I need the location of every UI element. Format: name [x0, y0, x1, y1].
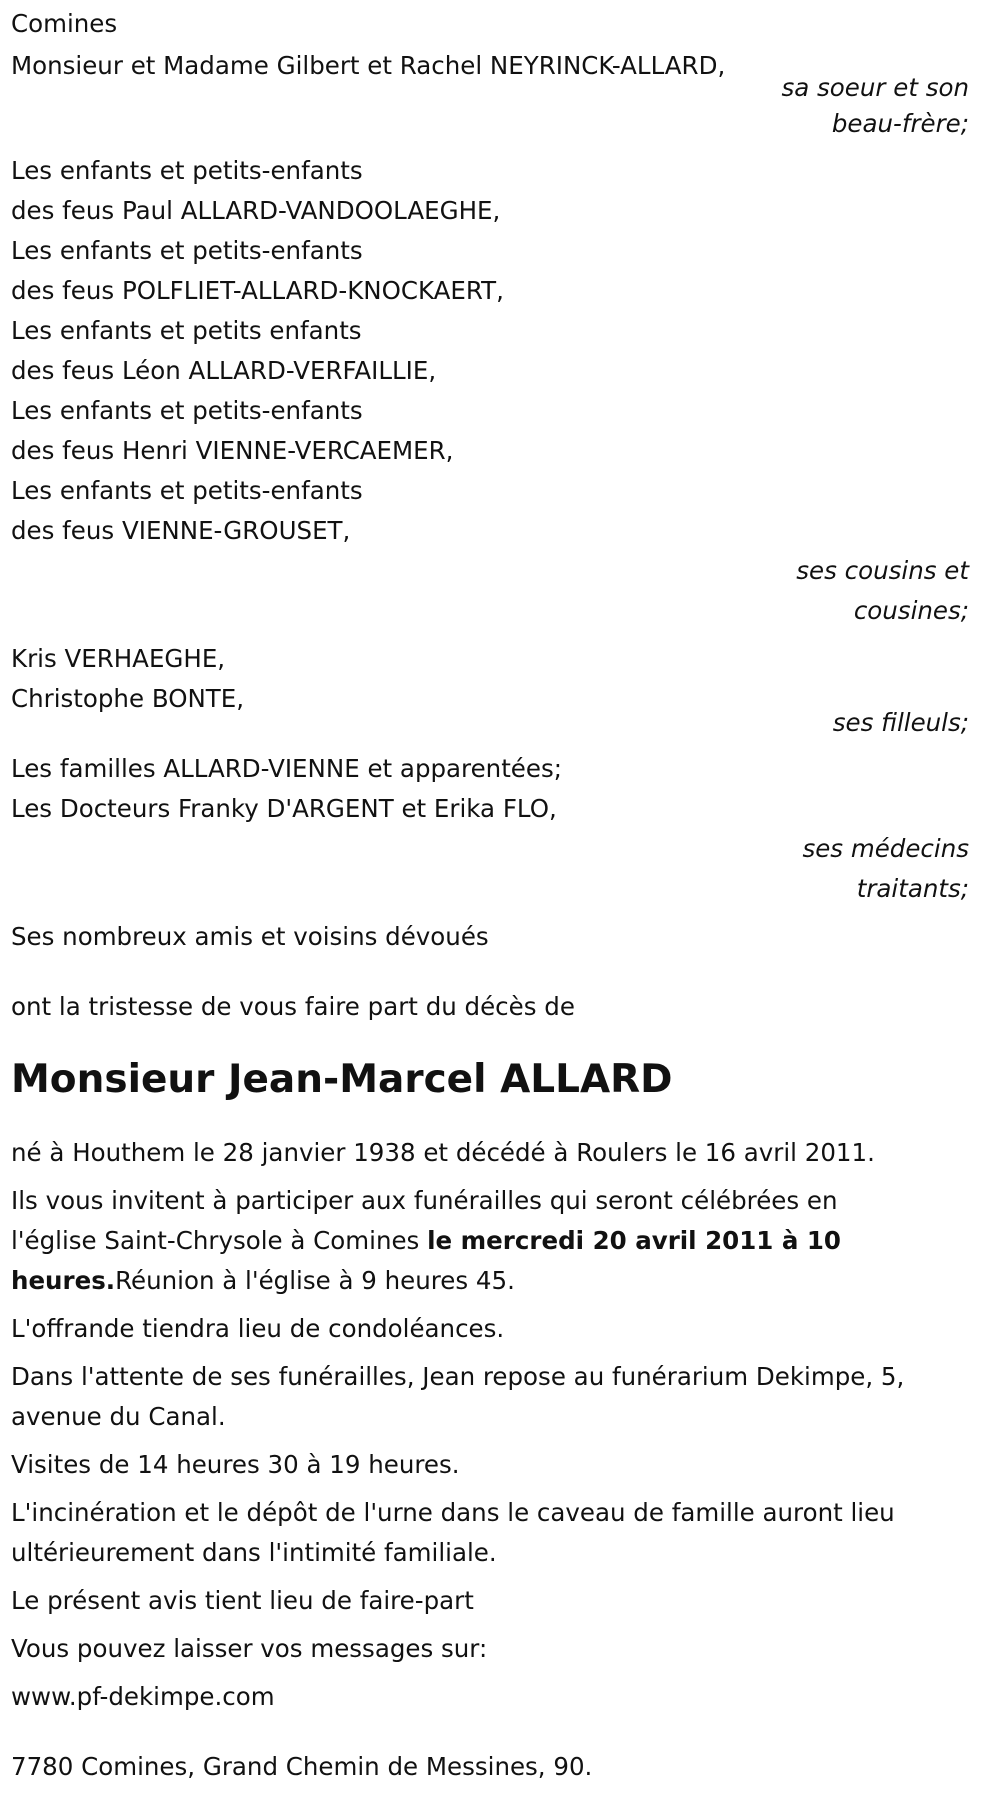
- repose-line-1: Dans l'attente de ses funérailles, Jean repose au funérarium Dekimpe, 5,: [11, 1362, 905, 1391]
- family-line: Les enfants et petits-enfants: [11, 476, 363, 505]
- family-line: des feus Paul ALLARD-VANDOOLAEGHE,: [11, 196, 501, 225]
- family-line: Christophe BONTE,: [11, 684, 245, 713]
- relation-label: traitants;: [856, 874, 969, 903]
- funeral-date-bold: le mercredi 20 avril 2011 à 10: [427, 1226, 841, 1255]
- cremation-details: [11, 1493, 990, 1573]
- relation-label: cousines;: [853, 596, 969, 625]
- offering-text: L'offrande tiendra lieu de condoléances.: [11, 1314, 505, 1343]
- family-line: Les enfants et petits-enfants: [11, 396, 363, 425]
- relation-label: sa soeur et son: [781, 73, 969, 102]
- address-text: 7780 Comines, Grand Chemin de Messines, 90.: [11, 1752, 593, 1781]
- funeral-line-2: [11, 1221, 990, 1261]
- funeral-line-3: [11, 1261, 990, 1301]
- funeral-line-1: Ils vous invitent à participer aux funérailles qui seront célébrées en: [11, 1186, 838, 1215]
- family-line: Monsieur et Madame Gilbert et Rachel NEYRINCK-ALLARD,: [11, 51, 726, 80]
- messages-prompt: [11, 1629, 990, 1669]
- friends-line: Ses nombreux amis et voisins dévoués: [11, 922, 489, 951]
- family-group-cousins: [11, 151, 969, 631]
- funeral-details: [11, 1181, 990, 1301]
- visits-text: Visites de 14 heures 30 à 19 heures.: [11, 1450, 460, 1479]
- website: [11, 1677, 990, 1717]
- notice-statement: [11, 1581, 990, 1621]
- family-line: des feus POLFLIET-ALLARD-KNOCKAERT,: [11, 276, 504, 305]
- birth-death-text: né à Houthem le 28 janvier 1938 et décédé à Roulers le 16 avril 2011.: [11, 1138, 875, 1167]
- family-group-sister: [11, 46, 969, 142]
- announcement: ont la tristesse de vous faire part du décès de: [11, 992, 575, 1021]
- repose-line-2: avenue du Canal.: [11, 1402, 226, 1431]
- birth-death-dates: [11, 1133, 990, 1173]
- family-line: Les Docteurs Franky D'ARGENT et Erika FLO,: [11, 794, 557, 823]
- location: Comines: [11, 9, 118, 38]
- offering: [11, 1309, 990, 1349]
- cremation-line-2: ultérieurement dans l'intimité familiale.: [11, 1538, 497, 1567]
- family-line: Les enfants et petits enfants: [11, 316, 362, 345]
- notice-body: [11, 1133, 990, 1787]
- funeral-time-bold: heures.: [11, 1266, 116, 1295]
- family-line: des feus Léon ALLARD-VERFAILLIE,: [11, 356, 437, 385]
- website-link[interactable]: www.pf-dekimpe.com: [11, 1682, 275, 1711]
- deceased-name: Monsieur Jean-Marcel ALLARD: [11, 1057, 673, 1102]
- family-line: des feus Henri VIENNE-VERCAEMER,: [11, 436, 454, 465]
- family-group-godchildren: [11, 639, 969, 743]
- visits: [11, 1445, 990, 1485]
- relation-label: ses médecins: [802, 834, 969, 863]
- address: [11, 1747, 990, 1787]
- relation-label: beau-frère;: [831, 109, 969, 138]
- family-line: Les familles ALLARD-VIENNE et apparentées;: [11, 754, 562, 783]
- family-line: Kris VERHAEGHE,: [11, 644, 226, 673]
- family-group-doctors: [11, 749, 969, 909]
- repose-details: [11, 1357, 990, 1437]
- messages-prompt-text: Vous pouvez laisser vos messages sur:: [11, 1634, 488, 1663]
- relation-label: ses cousins et: [796, 556, 969, 585]
- funeral-church: l'église Saint-Chrysole à Comines: [11, 1226, 428, 1255]
- family-line: Les enfants et petits-enfants: [11, 156, 363, 185]
- relation-label: ses filleuls;: [832, 708, 969, 737]
- family-line: des feus VIENNE-GROUSET,: [11, 516, 351, 545]
- family-line: Les enfants et petits-enfants: [11, 236, 363, 265]
- cremation-line-1: L'incinération et le dépôt de l'urne dans le caveau de famille auront lieu: [11, 1498, 895, 1527]
- notice-statement-text: Le présent avis tient lieu de faire-part: [11, 1586, 474, 1615]
- gathering-time: Réunion à l'église à 9 heures 45.: [115, 1266, 515, 1295]
